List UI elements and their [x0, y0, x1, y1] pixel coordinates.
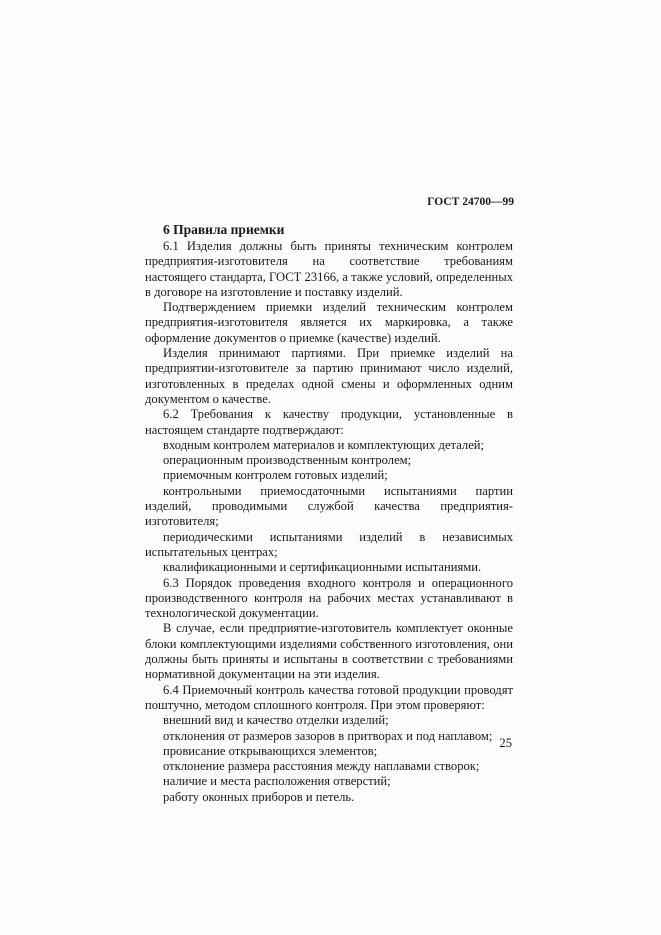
list-item: работу оконных приборов и петель. [163, 789, 355, 804]
list-item: операционным производственным контролем; [163, 453, 412, 468]
paragraph: 6.1 Изделия должны быть приняты техническим контролем предприятия-изготовителя на соответствие требованиям настоящего стандарта, ГОСТ 23166, а также условий, определенных в договоре на изготовление и поставку изделий. [145, 239, 513, 299]
page-number: 25 [499, 736, 512, 750]
standard-header: ГОСТ 24700—99 [427, 196, 514, 208]
paragraph: 6.2 Требования к качеству продукции, установленные в настоящем стандарте подтверждают: [145, 407, 513, 437]
list-item: отклонение размера расстояния между наплавами створок; [163, 759, 480, 774]
list-item: наличие и места расположения отверстий; [163, 774, 391, 789]
section-title: 6 Правила приемки [163, 222, 285, 237]
list-item: контрольными приемосдаточными испытаниями партии изделий, проводимыми службой качества предприятия-изготовителя; [145, 483, 513, 529]
list-item: квалификационными и сертификационными испытаниями. [163, 560, 482, 575]
paragraph: Изделия принимают партиями. При приемке изделий на предприятии-изготовителе за партию принимают число изделий, изготовленных в пределах одной смены и оформленных одним документом о качестве. [145, 346, 513, 406]
paragraph: Подтверждением приемки изделий техническим контролем предприятия-изготовителя является их маркировка, а также оформление документов о приемке (качестве) изделий. [145, 300, 513, 345]
list-item: внешний вид и качество отделки изделий; [163, 713, 389, 728]
paragraph: 6.4 Приемочный контроль качества готовой продукции проводят поштучно, методом сплошного контроля. При этом проверяют: [145, 682, 513, 712]
list-item: приемочным контролем готовых изделий; [163, 468, 388, 483]
paragraph: В случае, если предприятие-изготовитель комплектует оконные блоки комплектующими изделиями собственного изготовления, они должны быть приняты и испытаны в соответствии с требованиями нормативной документации на эти изделия. [145, 621, 513, 682]
list-item: входным контролем материалов и комплектующих деталей; [163, 437, 485, 452]
body-text [145, 239, 513, 805]
list-item: периодическими испытаниями изделий в независимых испытательных центрах; [145, 529, 513, 559]
list-item: отклонения от размеров зазоров в притворах и под наплавом; [163, 728, 493, 743]
list-item: провисание открывающихся элементов; [163, 743, 378, 758]
paragraph: 6.3 Порядок проведения входного контроля и операционного производственного контроля на рабочих местах устанавливают в технологической документации. [145, 575, 513, 621]
